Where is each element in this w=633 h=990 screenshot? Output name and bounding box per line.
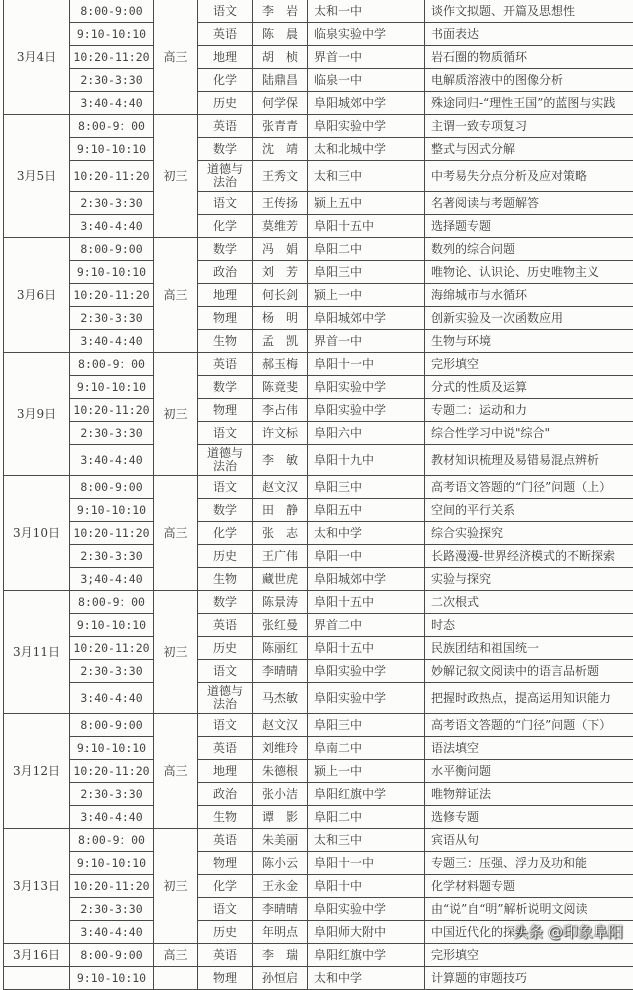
table-row: [4, 714, 633, 737]
school-cell: 阜阳师大附中: [308, 921, 425, 944]
subject-cell: 道德与 法治: [198, 683, 253, 714]
teacher-cell: 冯 娟: [253, 238, 308, 261]
subject-cell: 地理: [198, 760, 253, 783]
subject-cell: 历史: [198, 637, 253, 660]
school-cell: 阜阳实验中学: [308, 399, 425, 422]
time-cell: 2:30-3:30: [70, 307, 154, 330]
school-cell: 阜阳城郊中学: [308, 307, 425, 330]
table-row: [4, 399, 633, 422]
school-cell: 阜阳十五中: [308, 591, 425, 614]
time-cell: 10:20-11:20: [70, 284, 154, 307]
topic-cell: 长路漫漫-世界经济模式的不断探索: [425, 545, 633, 568]
school-cell: 阜阳城郊中学: [308, 92, 425, 115]
date-cell: 3月11日: [4, 591, 70, 714]
topic-cell: 化学材料题专题: [425, 875, 633, 898]
school-cell: 太和中学: [308, 967, 425, 990]
table-row: [4, 737, 633, 760]
topic-cell: 计算题的审题技巧: [425, 967, 633, 990]
topic-cell: 整式与因式分解: [425, 138, 633, 161]
date-cell: 3月6日: [4, 238, 70, 353]
subject-cell: 生物: [198, 568, 253, 591]
subject-cell: 英语: [198, 23, 253, 46]
topic-cell: 谈作文拟题、开篇及思想性: [425, 0, 633, 23]
subject-cell: 英语: [198, 115, 253, 138]
school-cell: 颍上一中: [308, 760, 425, 783]
topic-cell: 高考语文答题的“门径”问题（下）: [425, 714, 633, 737]
topic-cell: 专题二：运动和力: [425, 399, 633, 422]
topic-cell: 海绵城市与水循环: [425, 284, 633, 307]
table-row: [4, 284, 633, 307]
table-row: [4, 115, 633, 138]
time-cell: 10:20-11:20: [70, 161, 154, 192]
grade-cell: 高三: [154, 0, 198, 115]
topic-cell: 实验与探究: [425, 568, 633, 591]
topic-cell: 由“说”自“明”解析说明文阅读: [425, 898, 633, 921]
teacher-cell: 朱美丽: [253, 829, 308, 852]
teacher-cell: 王永金: [253, 875, 308, 898]
time-cell: 8:00-9:00: [70, 476, 154, 499]
time-cell: 3:40-4:40: [70, 215, 154, 238]
time-cell: 2:30-3:30: [70, 660, 154, 683]
table-row: [4, 967, 633, 990]
time-cell: 10:20-11:20: [70, 637, 154, 660]
time-cell: 9:10-10:10: [70, 967, 154, 990]
school-cell: 阜阳十一中: [308, 852, 425, 875]
date-cell: 3月9日: [4, 353, 70, 476]
time-cell: 8:00-9:00: [70, 0, 154, 23]
subject-cell: 化学: [198, 522, 253, 545]
table-row: [4, 238, 633, 261]
subject-cell: 英语: [198, 737, 253, 760]
table-row: [4, 376, 633, 399]
subject-cell: 语文: [198, 476, 253, 499]
subject-cell: 生物: [198, 806, 253, 829]
table-row: [4, 261, 633, 284]
topic-cell: 中国近代化的探索: [425, 921, 633, 944]
time-cell: 3:40-4:40: [70, 683, 154, 714]
table-row: [4, 875, 633, 898]
grade-cell: 初三: [154, 591, 198, 714]
teacher-cell: 何学保: [253, 92, 308, 115]
topic-cell: 综合性学习中说"综合": [425, 422, 633, 445]
subject-cell: 数学: [198, 376, 253, 399]
table-row: [4, 307, 633, 330]
teacher-cell: 李 敏: [253, 445, 308, 476]
school-cell: 太和三中: [308, 161, 425, 192]
time-cell: 2:30-3:30: [70, 545, 154, 568]
time-cell: 10:20-11:20: [70, 522, 154, 545]
table-row: [4, 522, 633, 545]
topic-cell: 教材知识梳理及易错易混点辨析: [425, 445, 633, 476]
teacher-cell: 张小洁: [253, 783, 308, 806]
date-cell: 3月10日: [4, 476, 70, 591]
topic-cell: 名著阅读与考题解答: [425, 192, 633, 215]
teacher-cell: 刘 芳: [253, 261, 308, 284]
topic-cell: 生物与环境: [425, 330, 633, 353]
teacher-cell: 王传扬: [253, 192, 308, 215]
time-cell: 10:20-11:20: [70, 875, 154, 898]
table-row: [4, 353, 633, 376]
topic-cell: 空间的平行关系: [425, 499, 633, 522]
subject-cell: 地理: [198, 46, 253, 69]
teacher-cell: 陈 晨: [253, 23, 308, 46]
teacher-cell: 王秀文: [253, 161, 308, 192]
table-row: [4, 0, 633, 23]
table-row: [4, 944, 633, 967]
teacher-cell: 李占伟: [253, 399, 308, 422]
school-cell: 阜阳实验中学: [308, 898, 425, 921]
subject-cell: 语文: [198, 714, 253, 737]
topic-cell: 民族团结和祖国统一: [425, 637, 633, 660]
teacher-cell: 李 岩: [253, 0, 308, 23]
subject-cell: 数学: [198, 138, 253, 161]
topic-cell: 选择题专题: [425, 215, 633, 238]
date-cell: 3月13日: [4, 829, 70, 944]
subject-cell: 化学: [198, 69, 253, 92]
time-cell: 2:30-3:30: [70, 422, 154, 445]
table-row: [4, 92, 633, 115]
teacher-cell: 孟 凯: [253, 330, 308, 353]
grade-cell: 初三: [154, 829, 198, 944]
school-cell: 太和一中: [308, 0, 425, 23]
subject-cell: 语文: [198, 422, 253, 445]
subject-cell: 英语: [198, 829, 253, 852]
teacher-cell: 胡 桢: [253, 46, 308, 69]
table-row: [4, 898, 633, 921]
time-cell: 9:10-10:10: [70, 23, 154, 46]
table-row: [4, 476, 633, 499]
table-row: [4, 637, 633, 660]
table-row: [4, 69, 633, 92]
topic-cell: 把握时政热点，提高运用知识能力: [425, 683, 633, 714]
date-cell: 3月12日: [4, 714, 70, 829]
table-row: [4, 568, 633, 591]
school-cell: 阜阳十五中: [308, 637, 425, 660]
teacher-cell: 陈景涛: [253, 591, 308, 614]
table-row: [4, 46, 633, 69]
table-row: [4, 806, 633, 829]
subject-cell: 英语: [198, 353, 253, 376]
teacher-cell: 藏世虎: [253, 568, 308, 591]
topic-cell: 完形填空: [425, 944, 633, 967]
grade-cell: 初三: [154, 115, 198, 238]
school-cell: 阜阳十九中: [308, 445, 425, 476]
school-cell: 阜阳五中: [308, 499, 425, 522]
school-cell: 阜阳三中: [308, 261, 425, 284]
teacher-cell: 陈小云: [253, 852, 308, 875]
table-row: [4, 852, 633, 875]
time-cell: 3:40-4:40: [70, 330, 154, 353]
subject-cell: 化学: [198, 875, 253, 898]
topic-cell: 高考语文答题的“门径”问题（上）: [425, 476, 633, 499]
time-cell: 3:40-4:40: [70, 921, 154, 944]
teacher-cell: 许文标: [253, 422, 308, 445]
school-cell: 阜阳二中: [308, 238, 425, 261]
teacher-cell: 沈 靖: [253, 138, 308, 161]
topic-cell: 岩石圈的物质循环: [425, 46, 633, 69]
topic-cell: 时态: [425, 614, 633, 637]
teacher-cell: 陆鼎昌: [253, 69, 308, 92]
school-cell: 阜阳实验中学: [308, 683, 425, 714]
teacher-cell: 马杰敏: [253, 683, 308, 714]
subject-cell: 数学: [198, 591, 253, 614]
teacher-cell: 赵文汉: [253, 476, 308, 499]
teacher-cell: 张青青: [253, 115, 308, 138]
school-cell: 阜阳十一中: [308, 353, 425, 376]
teacher-cell: 陈丽红: [253, 637, 308, 660]
teacher-cell: 李晴晴: [253, 660, 308, 683]
table-row: [4, 161, 633, 192]
topic-cell: 中考易失分点分析及应对策略: [425, 161, 633, 192]
subject-cell: 政治: [198, 783, 253, 806]
topic-cell: 唯物论、认识论、历史唯物主义: [425, 261, 633, 284]
table-row: [4, 445, 633, 476]
table-row: [4, 783, 633, 806]
school-cell: 临泉一中: [308, 69, 425, 92]
watermark: 头条 @印象阜阳: [513, 921, 623, 942]
date-cell: 3月16日: [4, 944, 70, 967]
teacher-cell: 孙恒启: [253, 967, 308, 990]
time-cell: 8:00-9：00: [70, 115, 154, 138]
subject-cell: 数学: [198, 238, 253, 261]
table-row: [4, 422, 633, 445]
subject-cell: 历史: [198, 545, 253, 568]
school-cell: 阜阳红旗中学: [308, 783, 425, 806]
teacher-cell: 郝玉梅: [253, 353, 308, 376]
time-cell: 2:30-3:30: [70, 783, 154, 806]
school-cell: 界首一中: [308, 330, 425, 353]
schedule-table: [3, 0, 633, 990]
table-row: [4, 192, 633, 215]
subject-cell: 语文: [198, 192, 253, 215]
grade-cell: 高三: [154, 238, 198, 353]
teacher-cell: 谭 影: [253, 806, 308, 829]
school-cell: 阜阳十五中: [308, 215, 425, 238]
topic-cell: 二次根式: [425, 591, 633, 614]
grade-cell: 初三: [154, 353, 198, 476]
time-cell: 2:30-3:30: [70, 69, 154, 92]
school-cell: 太和中学: [308, 522, 425, 545]
time-cell: 10:20-11:20: [70, 46, 154, 69]
subject-cell: 语文: [198, 898, 253, 921]
subject-cell: 地理: [198, 284, 253, 307]
table-row: [4, 23, 633, 46]
subject-cell: 语文: [198, 660, 253, 683]
grade-cell: 高三: [154, 714, 198, 829]
teacher-cell: 田 静: [253, 499, 308, 522]
subject-cell: 政治: [198, 261, 253, 284]
subject-cell: 道德与 法治: [198, 161, 253, 192]
time-cell: 3:40-4:40: [70, 92, 154, 115]
school-cell: 阜阳城郊中学: [308, 568, 425, 591]
topic-cell: 唯物辩证法: [425, 783, 633, 806]
table-row: [4, 138, 633, 161]
teacher-cell: 杨 明: [253, 307, 308, 330]
time-cell: 9:10-10:10: [70, 499, 154, 522]
teacher-cell: 张 志: [253, 522, 308, 545]
teacher-cell: 莫维芳: [253, 215, 308, 238]
school-cell: 阜阳红旗中学: [308, 944, 425, 967]
teacher-cell: 李晴晴: [253, 898, 308, 921]
school-cell: 界首二中: [308, 614, 425, 637]
school-cell: 阜阳实验中学: [308, 115, 425, 138]
table-row: [4, 829, 633, 852]
time-cell: 8:00-9：00: [70, 353, 154, 376]
time-cell: 8:00-9:00: [70, 944, 154, 967]
school-cell: 临泉实验中学: [308, 23, 425, 46]
teacher-cell: 刘维玲: [253, 737, 308, 760]
time-cell: 2:30-3:30: [70, 192, 154, 215]
school-cell: 颍上一中: [308, 284, 425, 307]
school-cell: 阜阳一中: [308, 545, 425, 568]
table-row: [4, 591, 633, 614]
time-cell: 8:00-9:00: [70, 714, 154, 737]
subject-cell: 英语: [198, 614, 253, 637]
subject-cell: 物理: [198, 307, 253, 330]
time-cell: 9:10-10:10: [70, 138, 154, 161]
subject-cell: 数学: [198, 499, 253, 522]
table-row: [4, 614, 633, 637]
time-cell: 9:10-10:10: [70, 614, 154, 637]
school-cell: 阜南二中: [308, 737, 425, 760]
subject-cell: 物理: [198, 967, 253, 990]
teacher-cell: 年明点: [253, 921, 308, 944]
school-cell: 阜阳六中: [308, 422, 425, 445]
table-row: [4, 330, 633, 353]
table-row: [4, 683, 633, 714]
table-row: [4, 660, 633, 683]
time-cell: 8:00-9：00: [70, 829, 154, 852]
school-cell: 阜阳实验中学: [308, 376, 425, 399]
time-cell: 3:40-4:40: [70, 445, 154, 476]
date-cell: [4, 967, 70, 990]
teacher-cell: 王广伟: [253, 545, 308, 568]
teacher-cell: 何长剑: [253, 284, 308, 307]
topic-cell: 数列的综合问题: [425, 238, 633, 261]
subject-cell: 物理: [198, 399, 253, 422]
time-cell: 9:10-10:10: [70, 737, 154, 760]
time-cell: 8:00-9:00: [70, 238, 154, 261]
topic-cell: 专题三：压强、浮力及功和能: [425, 852, 633, 875]
school-cell: 颍上五中: [308, 192, 425, 215]
topic-cell: 选修专题: [425, 806, 633, 829]
time-cell: 3;40-4:40: [70, 568, 154, 591]
table-row: [4, 545, 633, 568]
topic-cell: 分式的性质及运算: [425, 376, 633, 399]
time-cell: 9:10-10:10: [70, 376, 154, 399]
topic-cell: 妙解记叙文阅读中的语言品析题: [425, 660, 633, 683]
school-cell: 界首一中: [308, 46, 425, 69]
teacher-cell: 陈竟斐: [253, 376, 308, 399]
topic-cell: 创新实验及一次函数应用: [425, 307, 633, 330]
school-cell: 太和北城中学: [308, 138, 425, 161]
school-cell: 阜阳三中: [308, 476, 425, 499]
time-cell: 2:30-3:30: [70, 898, 154, 921]
topic-cell: 宾语从句: [425, 829, 633, 852]
date-cell: 3月4日: [4, 0, 70, 115]
grade-cell: 高三: [154, 476, 198, 591]
time-cell: 9:10-10:10: [70, 261, 154, 284]
school-cell: 阜阳三中: [308, 714, 425, 737]
date-cell: 3月5日: [4, 115, 70, 238]
teacher-cell: 李 瑞: [253, 944, 308, 967]
time-cell: 8:00-9：00: [70, 591, 154, 614]
subject-cell: 生物: [198, 330, 253, 353]
topic-cell: 主谓一致专项复习: [425, 115, 633, 138]
subject-cell: 历史: [198, 921, 253, 944]
topic-cell: 完形填空: [425, 353, 633, 376]
grade-cell: 高三: [154, 944, 198, 967]
table-row: [4, 499, 633, 522]
topic-cell: 书面表达: [425, 23, 633, 46]
teacher-cell: 朱德根: [253, 760, 308, 783]
topic-cell: 综合实验探究: [425, 522, 633, 545]
time-cell: 10:20-11:20: [70, 399, 154, 422]
subject-cell: 英语: [198, 944, 253, 967]
subject-cell: 语文: [198, 0, 253, 23]
teacher-cell: 赵文汉: [253, 714, 308, 737]
topic-cell: 电解质溶液中的图像分析: [425, 69, 633, 92]
table-row: [4, 760, 633, 783]
subject-cell: 道德与 法治: [198, 445, 253, 476]
subject-cell: 物理: [198, 852, 253, 875]
time-cell: 3:40-4:40: [70, 806, 154, 829]
school-cell: 阜阳二中: [308, 806, 425, 829]
teacher-cell: 张红曼: [253, 614, 308, 637]
topic-cell: 殊途同归-“理性王国”的蓝图与实践: [425, 92, 633, 115]
subject-cell: 化学: [198, 215, 253, 238]
subject-cell: 历史: [198, 92, 253, 115]
grade-cell: [154, 967, 198, 990]
topic-cell: 水平衡问题: [425, 760, 633, 783]
topic-cell: 语法填空: [425, 737, 633, 760]
table-row: [4, 215, 633, 238]
school-cell: 太和三中: [308, 829, 425, 852]
school-cell: 阜阳十中: [308, 875, 425, 898]
school-cell: 阜阳实验中学: [308, 660, 425, 683]
time-cell: 10:20-11:20: [70, 760, 154, 783]
time-cell: 9:10-10:10: [70, 852, 154, 875]
